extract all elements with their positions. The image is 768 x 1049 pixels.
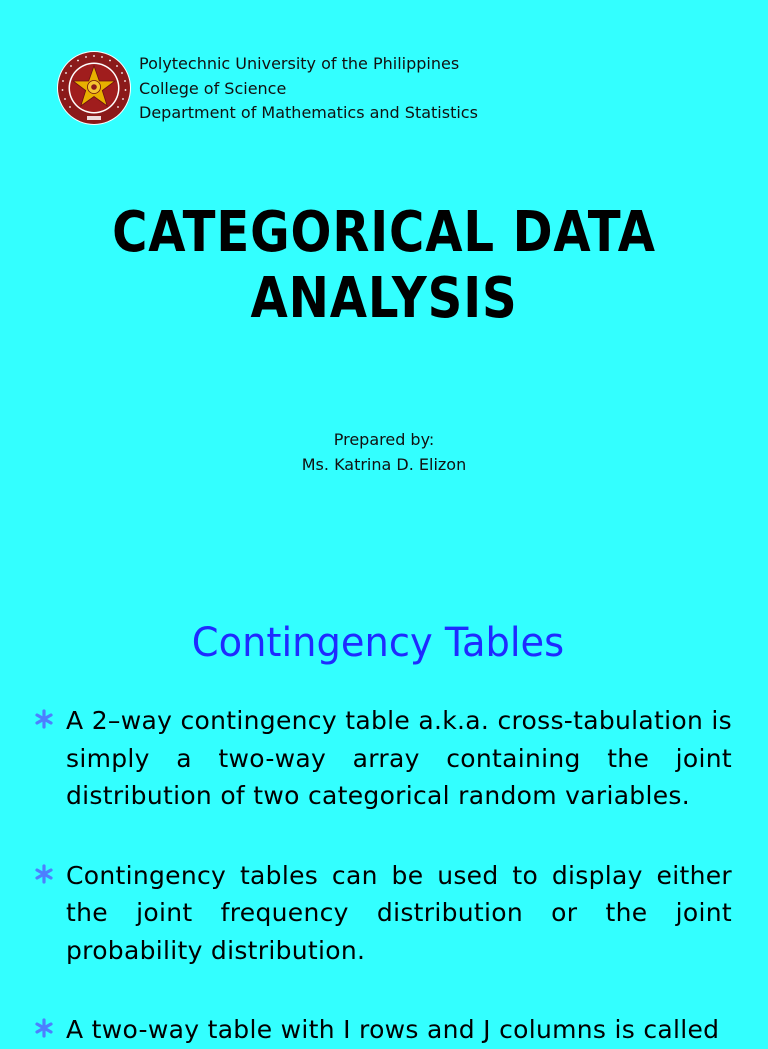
main-title-line-1: CATEGORICAL DATA: [112, 200, 656, 265]
prepared-by-label: Prepared by:: [333, 430, 435, 449]
bullet-item: [0, 857, 768, 970]
bullet-text: A two-way table with I rows and J columns is called: [66, 1015, 720, 1044]
bullet-text: Contingency tables can be used to display either the joint frequency distribution or the joint probability distribution.: [66, 860, 732, 965]
pup-seal-icon: [56, 50, 132, 126]
asterisk-bullet-icon: [33, 708, 55, 730]
institution-header: [56, 50, 478, 126]
main-title-line-2: ANALYSIS: [250, 266, 518, 331]
section-title: Contingency Tables: [191, 620, 565, 666]
contingency-tables-slide: [0, 580, 768, 1044]
asterisk-bullet-icon: [33, 1017, 55, 1039]
bullet-item: [0, 1011, 768, 1049]
prepared-by-block: [0, 427, 768, 477]
asterisk-bullet-icon: [33, 863, 55, 885]
bullet-text: A 2–way contingency table a.k.a. cross-tabulation is simply a two-way array containing the joint distribution of two categorical random variables.: [66, 706, 732, 810]
bullet-item: [0, 702, 768, 815]
main-title: [54, 200, 714, 332]
author-name: Ms. Katrina D. Elizon: [301, 455, 467, 474]
college-name: College of Science: [139, 78, 287, 98]
bullet-list: [0, 702, 768, 1049]
university-name: Polytechnic University of the Philippines: [139, 54, 460, 73]
department-name: Department of Mathematics and Statistics: [139, 103, 478, 122]
